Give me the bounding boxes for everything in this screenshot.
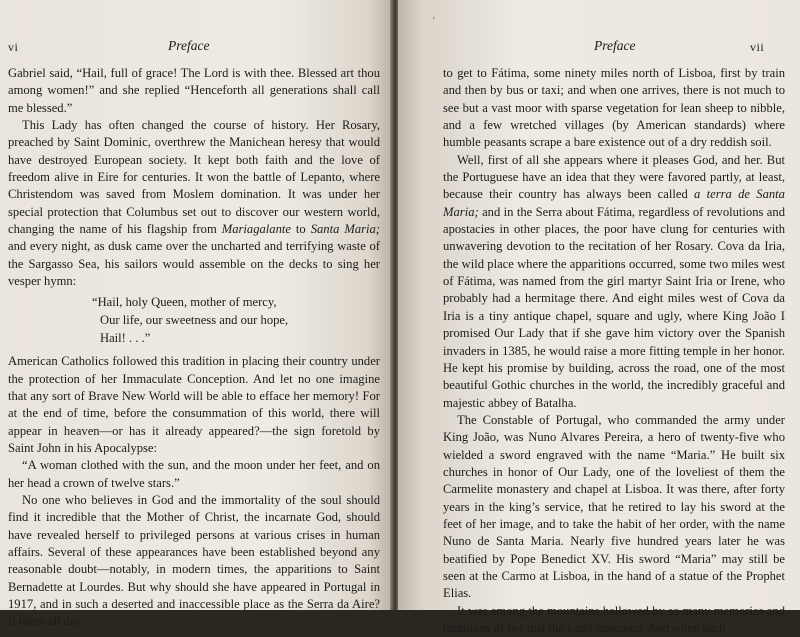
left-body-text [8,65,380,631]
italic-ship-name: Mariagalante [221,222,291,237]
paragraph: to get to Fátima, some ninety miles north of Lisboa, first by train and then by bus or taxi; and when one arrives, there is not much to see but a vast moor with sparse vegetation for lean sheep to nibble, and a few wretched villages (by American standards) where humble peasants scrape a bare existence out of a dry reddish soil. [443,66,785,150]
paragraph [443,152,785,412]
paragraph: Gabriel said, “Hail, full of grace! The Lord is with thee. Blessed art thou among women!” and she replied “Henceforth all generations shall call me blessed.” [8,66,380,115]
paragraph: No one who believes in God and the immortality of the soul should find it incredible that the Mother of Christ, the incarnate God, should have revealed herself to privileged persons at various crises in human affairs. Several of these appearances have been established beyond any reasonable doubt—notably, in modern times, the apparitions to Saint Bernadette at Lourdes. But why should she have appeared in Portugal in 1917, and in such a deserted and inaccessible place as the Serra da Aire? It takes all day [8,493,380,629]
verse-line: Our life, our sweetness and our hope, [100,313,289,328]
paragraph: It was among the mountains hallowed by so many memories and traditions of her that the Lady appeared. And when such [443,603,785,635]
left-page [0,0,392,629]
paragraph: American Catholics followed this tradition in placing their country under the protection of her Immaculate Conception. And let no one imagine that any sort of Brave New World will be able to efface her memory! For at the end of time, before the consummation of this world, there will appear in heaven—or has it already appeared?—the sign foretold by Saint John in his Apocalypse: [8,354,380,455]
italic-phrase: a terra de Santa Maria; [443,187,785,219]
text-run: to [290,222,311,237]
text-run: and every night, as dusk came over the uncharted and terrifying waste of the Sargasso Sea, his sailors would assemble on the decks to sing her vesper hymn: [8,239,380,289]
verse-line: “Hail, holy Queen, mother of mercy, [92,295,277,310]
right-page-number: vii [750,40,765,54]
left-running-head [0,38,392,58]
text-run: and in the Serra about Fátima, regardless of revolutions and apostacies in other places, the poor have clung for centuries with unwavering devotion to the recitation of her Rosary. Cova da Iria, the wild place where the apparitions occurred, some two miles west of Fátima, was named from the girl martyr Saint Iria or Irene, who probably had a hermitage there. And eight miles west of Cova da Iria is a tiny antique chapel, square and ugly, where King João I promised Our Lady that if she gave him victory over the Spanish invaders in 1385, he would raise a more fitting temple in her honor. He kept his promise by building, across the road, one of the most beautiful Gothic churches in the world, the incredibly graceful and majestic abbey of Batalha. [443,204,785,410]
left-head-title: Preface [168,38,210,53]
text-run: This Lady has often changed the course of history. Her Rosary, preached by Saint Dominic, overthrew the Manichean heresy that would have destroyed European society. It kept both faith and the love of freedom alive in Eire for centuries. It won the battle of Lepanto, where Christendom was saved from Moslem domination. It was under her special protection that Columbus set out to discover our western world, changing the name of his flagship from [8,118,380,237]
paragraph: The Constable of Portugal, who commanded the army under King João, was Nuno Alvares Pereira, a hero of twenty-five who wielded a sword engraved with the name “Maria.” He built six churches in honor of Our Lady, one of the loveliest of them the Carmelite monastery and chapel at Lisboa. It was there, after forty years in the king’s service, that he retired to lay his sword at the feet of her image, and to take the habit of her order, with the name Nuno de Santa Maria. Nearly five hundred years later he was beatified by Pope Benedict XV. His sword “Maria” may still be seen at the Carmo at Lisboa, in the hand of a statue of the Prophet Elias. [443,412,785,601]
verse-line: Hail! . . .” [100,330,151,345]
quotation: “A woman clothed with the sun, and the moon under her feet, and on her head a crown of twelve stars.” [8,458,380,490]
left-page-number: vi [8,40,19,54]
italic-ship-name: Santa Maria; [310,222,381,237]
right-running-head [398,38,800,58]
text-run: Well, first of all she appears where it pleases God, and her. But the Portuguese have an idea that they were favored partly, at least, because their country has always been called [443,152,785,202]
right-body-text [443,65,785,637]
hymn-verse [8,294,380,347]
right-page [398,0,800,635]
margin-mark: ’ [432,16,436,27]
right-head-title: Preface [594,38,636,53]
paragraph [8,117,380,290]
